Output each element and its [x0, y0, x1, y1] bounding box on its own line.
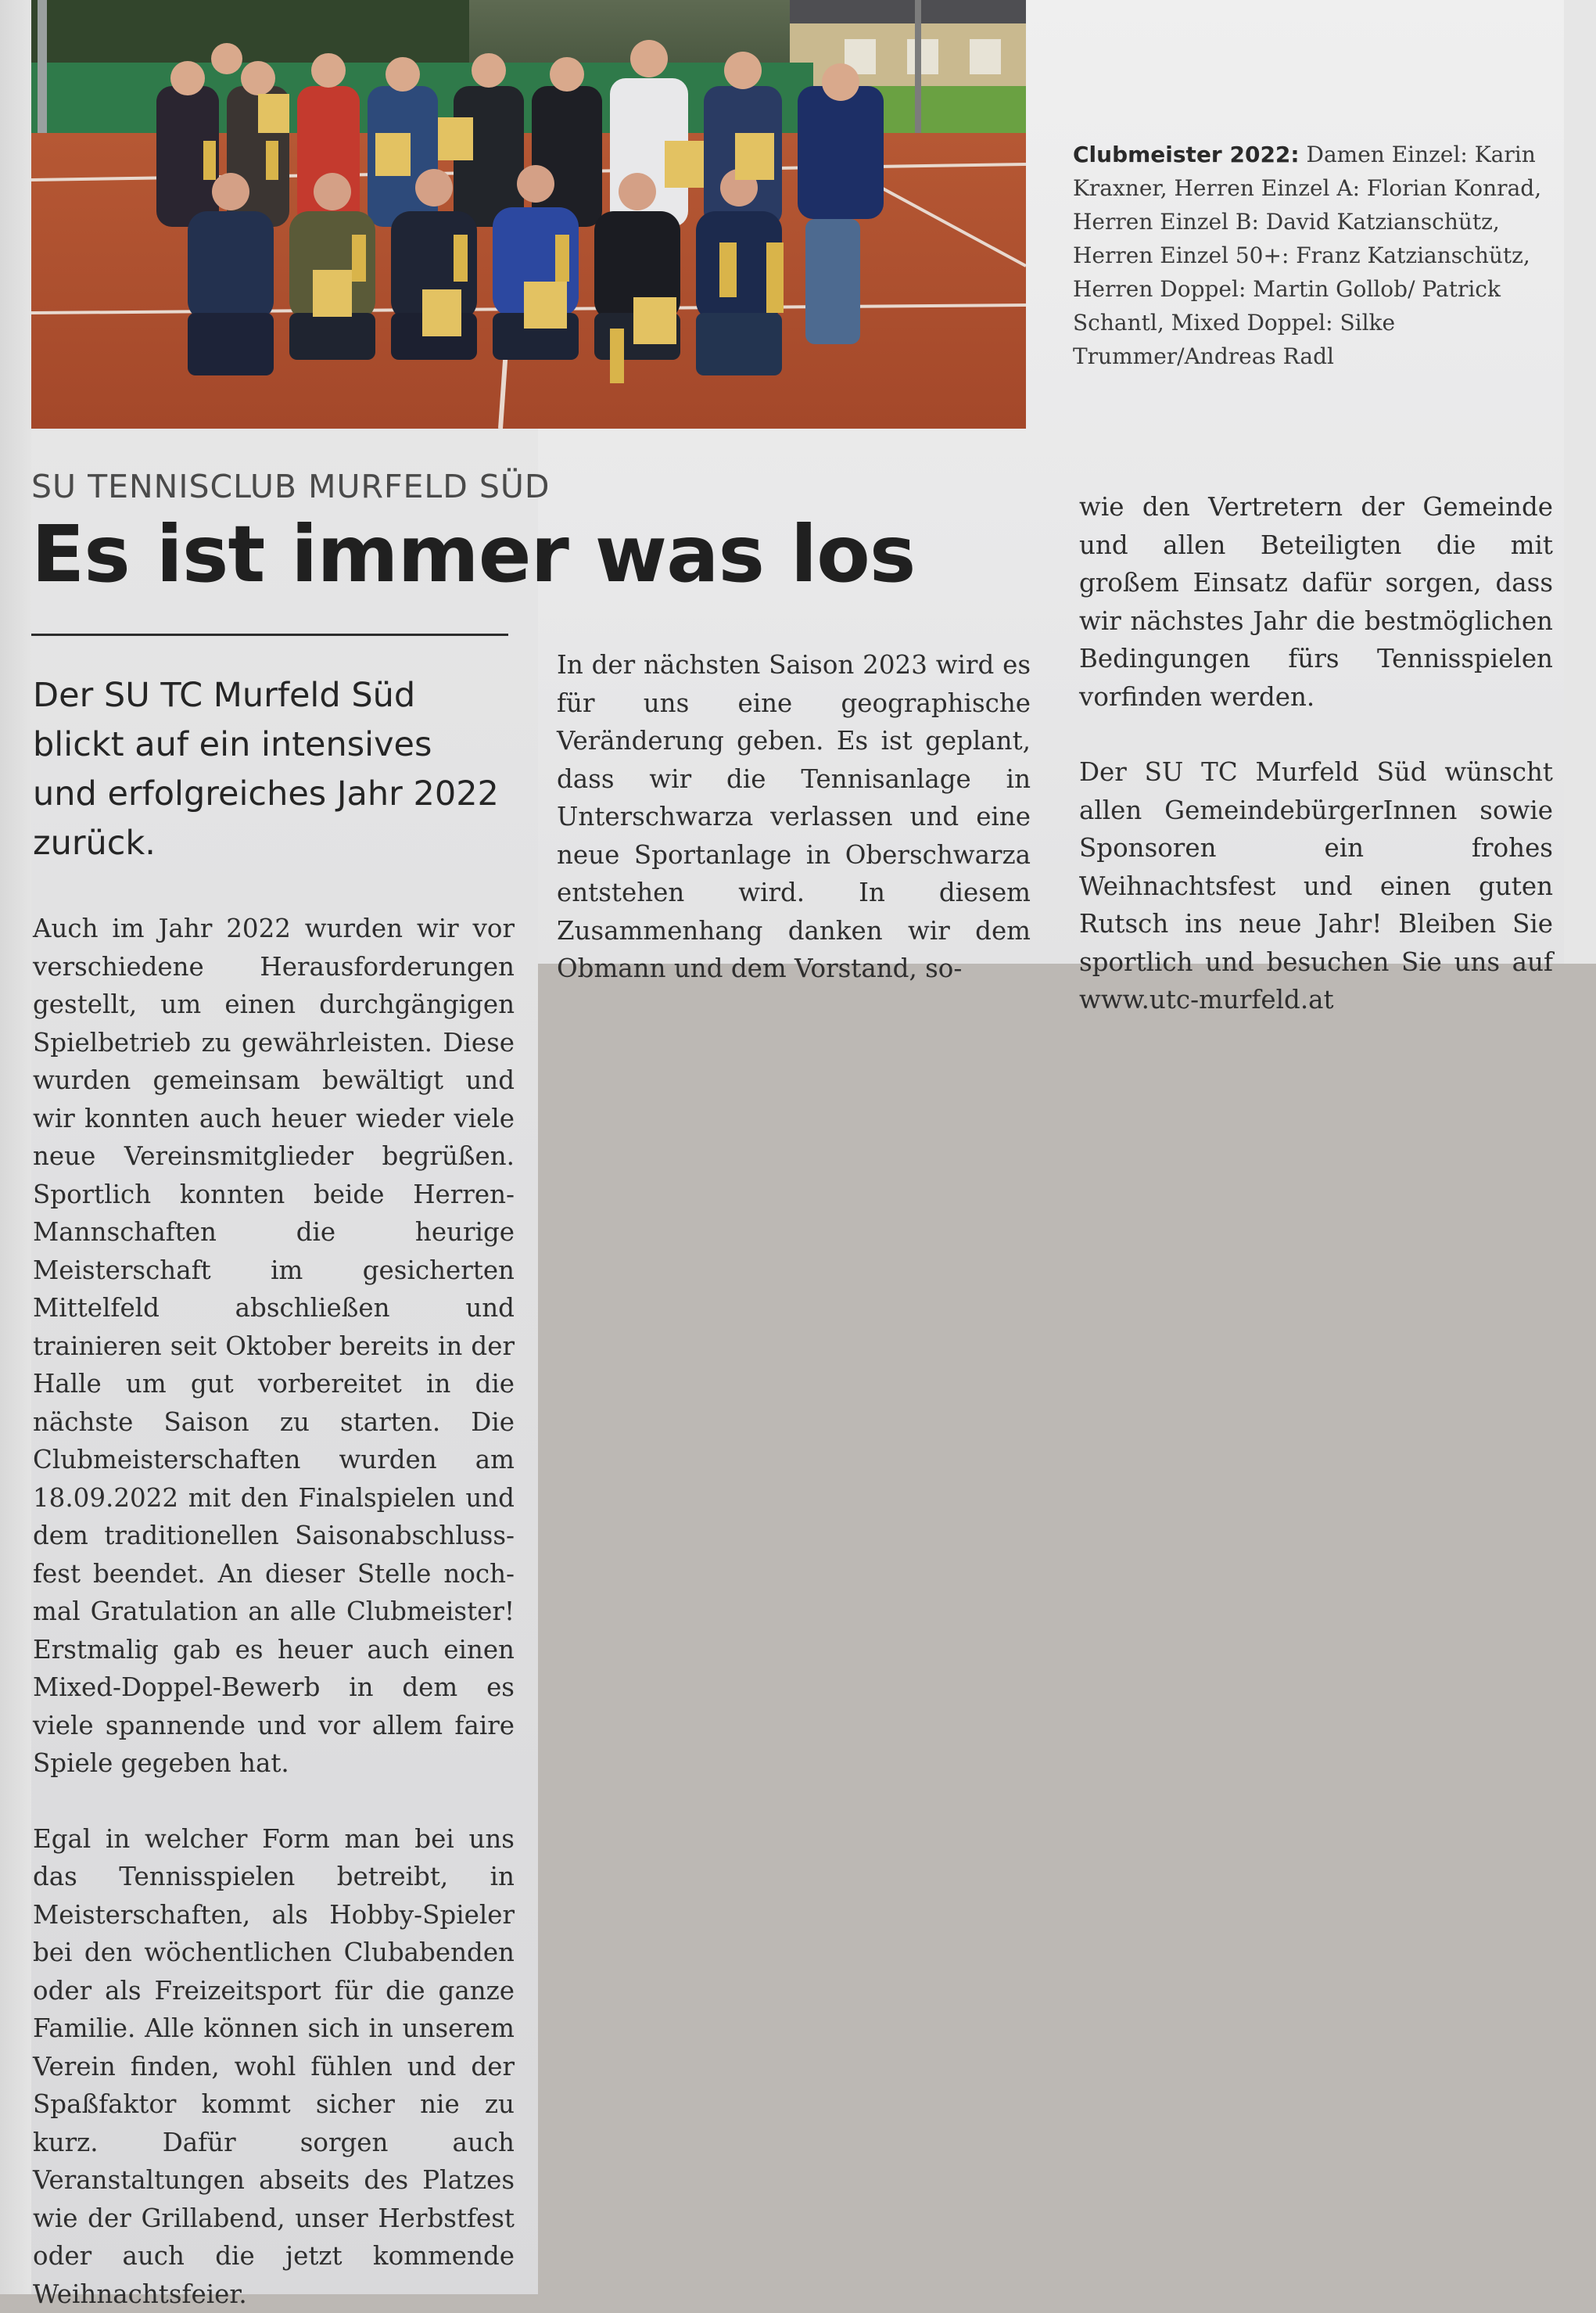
paragraph: Auch im Jahr 2022 wurden wir vor verschiedene Herausforderungen gestellt, um einen durchgängigen Spielbetrieb zu gewährleisten. Diese wurden gemeinsam bewältigt und wir konnten auch heuer wieder viele neue Vereinsmitglieder begrüßen. Sportlich konnten beide Herren-Mannschaften die heurige Meisterschaft im gesicherten Mittelfeld abschließen und trainieren seit Oktober bereits in der Halle um gut vorbereitet in die nächste Saison zu starten. Die Clubmeisterschaften wurden am 18.09.2022 mit den Finalspielen und dem traditionellen Saisonabschlussfest beendet. An dieser Stelle nochmal Gratulation an alle Clubmeister! Erstmalig gab es heuer auch einen Mixed-Doppel-Bewerb in dem es viele spannende und vor allem faire Spiele gegeben hat.: [33, 910, 515, 1783]
paper-right-edge: [1564, 0, 1596, 964]
paragraph: In der nächsten Saison 2023 wird es für uns eine geographische Veränderung geben. Es ist geplant, dass wir die Tennisanlage in Unterschwarza verlassen und eine neue Sportanlage in Oberschwarza entstehen wird. In diesem Zusammenhang danken wir dem Obmann und dem Vorstand, so-: [557, 646, 1031, 988]
headline-divider: [31, 634, 508, 636]
article-headline: Es ist immer was los: [31, 508, 915, 600]
article-column-1: [33, 910, 515, 2313]
article-lead: Der SU TC Murfeld Süd blickt auf ein intensives und erfolgreiches Jahr 2022 zurück.: [33, 671, 502, 868]
group-photo-icon: [31, 0, 1026, 429]
paragraph: Egal in welcher Form man bei uns das Tennisspielen betreibt, in Meisterschaften, als Hobby-Spieler bei den wöchentlichen Clubabenden oder als Freizeitsport für die ganze Familie. Alle können sich in unserem Verein finden, wohl fühlen und der Spaßfaktor kommt sicher nie zu kurz. Dafür sorgen auch Veranstaltungen abseits des Platzes wie der Grillabend, unser Herbstfest oder auch die jetzt kommende Weihnachtsfeier.: [33, 1820, 515, 2313]
team-photo: [31, 0, 1026, 429]
paragraph: Der SU TC Murfeld Süd wünscht allen GemeindebürgerInnen sowie Sponsoren ein frohes Weihnachtsfest und einen guten Rutsch ins neue Jahr! Bleiben Sie sportlich und besuchen Sie uns auf www.utc-murfeld.at: [1079, 753, 1553, 1019]
paragraph: wie den Vertretern der Gemeinde und allen Beteiligten die mit großem Einsatz dafür sorgen, dass wir nächstes Jahr die bestmöglichen Bedingungen fürs Tennisspielen vorfinden werden.: [1079, 488, 1553, 716]
photo-caption: [1073, 138, 1542, 373]
caption-text: Damen Einzel: Karin Kraxner, Herren Einzel A: Florian Konrad, Herren Einzel B: David Katzianschütz, Herren Einzel 50+: Franz Katzianschütz, Herren Doppel: Martin Gollob/ Patrick Schantl, Mixed Doppel: Silke Trummer/Andreas Radl: [1073, 142, 1541, 369]
article-column-2: [557, 646, 1031, 988]
article-column-3: [1079, 488, 1553, 1019]
article-kicker: SU TENNISCLUB MURFELD SÜD: [31, 468, 550, 505]
page-edge-shadow: [0, 0, 31, 2294]
caption-label: Clubmeister 2022:: [1073, 142, 1300, 167]
